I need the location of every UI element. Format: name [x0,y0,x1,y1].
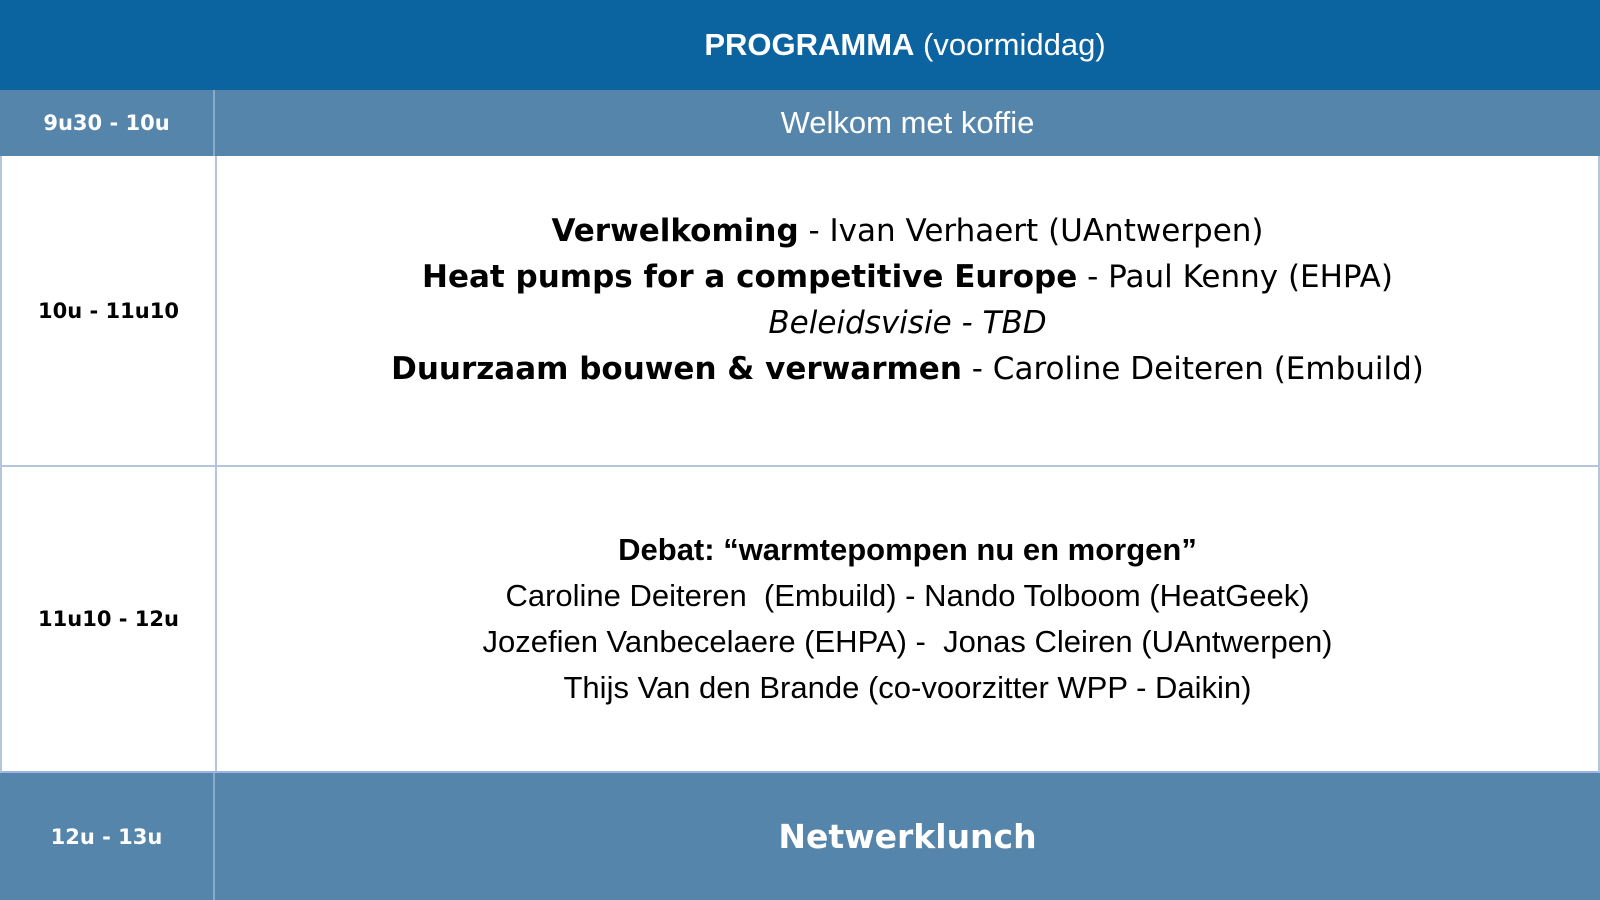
talk-title: Heat pumps for a competitive Europe [422,258,1078,295]
session-cell [217,467,1598,771]
talk-speaker: - Paul Kenny (EHPA) [1077,258,1393,295]
panel-line: Jozefien Vanbecelaere (EHPA) - Jonas Cleiren (UAntwerpen) [482,624,1333,659]
time-cell: 12u - 13u [0,773,215,900]
talk-line [768,300,1046,346]
program-header [0,0,1600,90]
row-debate [0,467,1600,773]
row-welcome [0,90,1600,156]
session-cell [217,156,1598,465]
panel-line: Thijs Van den Brande (co-voorzitter WPP - Daikin) [563,670,1252,705]
header-title-rest: (voormiddag) [914,27,1106,62]
talk-title: Duurzaam bouwen & verwarmen [391,350,962,387]
talk-line [391,346,1424,392]
session-title: Welkom met koffie [780,105,1035,140]
row-lunch [0,773,1600,900]
time-cell: 9u30 - 10u [0,90,215,156]
row-talks [0,156,1600,467]
session-cell [215,773,1600,900]
time-cell: 11u10 - 12u [2,467,217,771]
header-title-bold: PROGRAMMA [704,27,915,62]
panel-line: Caroline Deiteren (Embuild) - Nando Tolboom (HeatGeek) [505,578,1310,613]
talk-line [551,208,1263,254]
session-title: Netwerklunch [778,817,1037,856]
talk-speaker: - Ivan Verhaert (UAntwerpen) [798,212,1264,249]
talk-line [422,254,1393,300]
debate-title: Debat: “warmtepompen nu en morgen” [618,532,1197,567]
talk-title: Beleidsvisie - TBD [768,304,1047,341]
talk-speaker: - Caroline Deiteren (Embuild) [961,350,1424,387]
session-cell [215,90,1600,156]
talk-title: Verwelkoming [551,212,799,249]
time-cell: 10u - 11u10 [2,156,217,465]
